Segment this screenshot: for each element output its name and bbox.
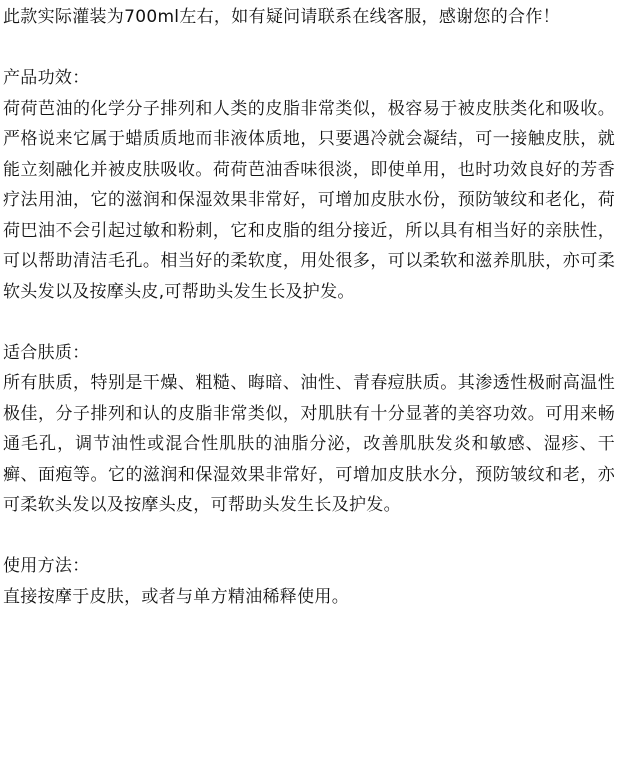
section-usage bbox=[3, 551, 615, 612]
section-heading: 适合肤质： bbox=[3, 342, 90, 363]
section-body: 所有肤质，特别是干燥、粗糙、晦暗、油性、青春痘肤质。其渗透性极耐高温性极佳，分子排列和认的皮脂非常类似，对肌肤有十分显著的美容功效。可用来畅通毛孔，调节油性或混合性肌肤的油脂分泌，改善肌肤发炎和敏感、湿疹、干癣、面疱等。它的滋润和保湿效果非常好，可增加皮肤水分，预防皱纹和老，亦可柔软头发以及按摩头皮，可帮助头发生长及护发。 bbox=[3, 373, 615, 515]
spacer bbox=[3, 33, 615, 64]
section-body: 直接按摩于皮肤，或者与单方精油稀释使用。 bbox=[3, 586, 349, 607]
spacer bbox=[3, 307, 615, 338]
spacer bbox=[3, 521, 615, 552]
section-benefits bbox=[3, 63, 615, 307]
notice-text: 此款实际灌装为700ml左右，如有疑问请联系在线客服，感谢您的合作！ bbox=[3, 7, 560, 27]
section-heading: 使用方法： bbox=[3, 556, 90, 576]
section-heading: 产品功效： bbox=[3, 68, 90, 88]
product-description bbox=[3, 2, 615, 612]
section-body: 荷荷芭油的化学分子排列和人类的皮脂非常类似，极容易于被皮肤类化和吸收。严格说来它属于蜡质质地而非液体质地，只要遇冷就会凝结，可一接触皮肤，就能立刻融化并被皮肤吸收。荷荷芭油香味很淡，即使单用，也时功效良好的芳香疗法用油，它的滋润和保湿效果非常好，可增加皮肤水份，预防皱纹和老化，荷荷巴油不会引起过敏和粉刺，它和皮脂的组分接近，所以具有相当好的亲肤性，可以帮助清洁毛孔。相当好的柔软度，用处很多，可以柔软和滋养肌肤，亦可柔软头发以及按摩头皮,可帮助头发生长及护发。 bbox=[3, 98, 615, 302]
section-skin-types bbox=[3, 338, 615, 521]
